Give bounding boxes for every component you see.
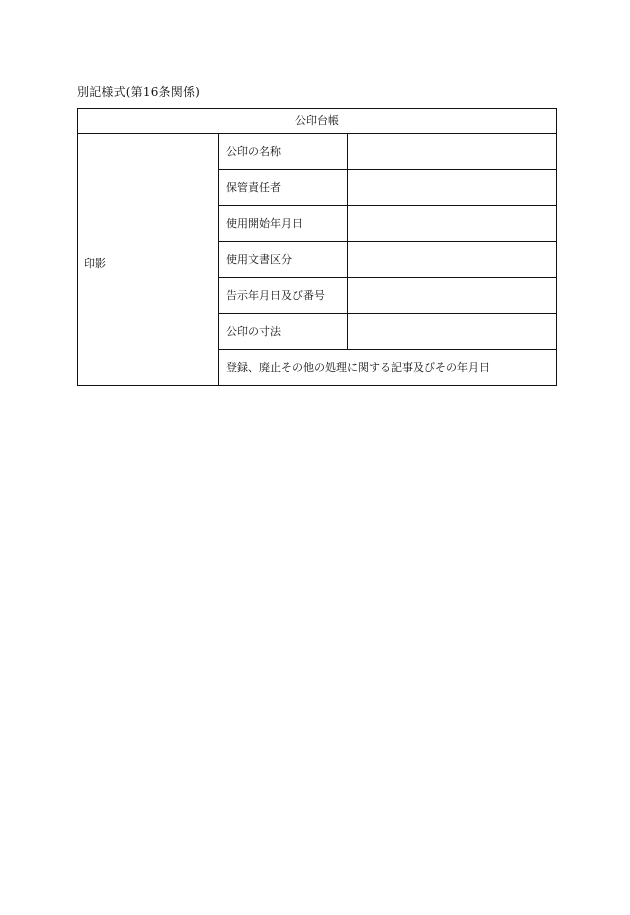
field-label-notice-date-number: 告示年月日及び番号 (219, 278, 348, 314)
field-label-custodian: 保管責任者 (219, 170, 348, 206)
field-value-seal-dimensions[interactable] (348, 314, 557, 350)
field-value-notice-date-number[interactable] (348, 278, 557, 314)
field-value-custodian[interactable] (348, 170, 557, 206)
field-value-document-category[interactable] (348, 242, 557, 278)
table-row (78, 134, 557, 170)
field-label-seal-name: 公印の名称 (219, 134, 348, 170)
field-value-start-date[interactable] (348, 206, 557, 242)
ledger-title: 公印台帳 (78, 109, 557, 134)
field-label-seal-dimensions: 公印の寸法 (219, 314, 348, 350)
record-notes-label: 登録、廃止その他の処理に関する記事及びその年月日 (219, 350, 557, 386)
field-label-start-date: 使用開始年月日 (219, 206, 348, 242)
seal-impression-cell (78, 134, 219, 386)
ledger-title-row (78, 109, 557, 134)
seal-ledger-table (77, 108, 557, 386)
form-reference-label: 別記様式(第16条関係) (77, 85, 201, 99)
field-value-seal-name[interactable] (348, 134, 557, 170)
field-label-document-category: 使用文書区分 (219, 242, 348, 278)
seal-impression-label: 印影 (84, 256, 106, 270)
